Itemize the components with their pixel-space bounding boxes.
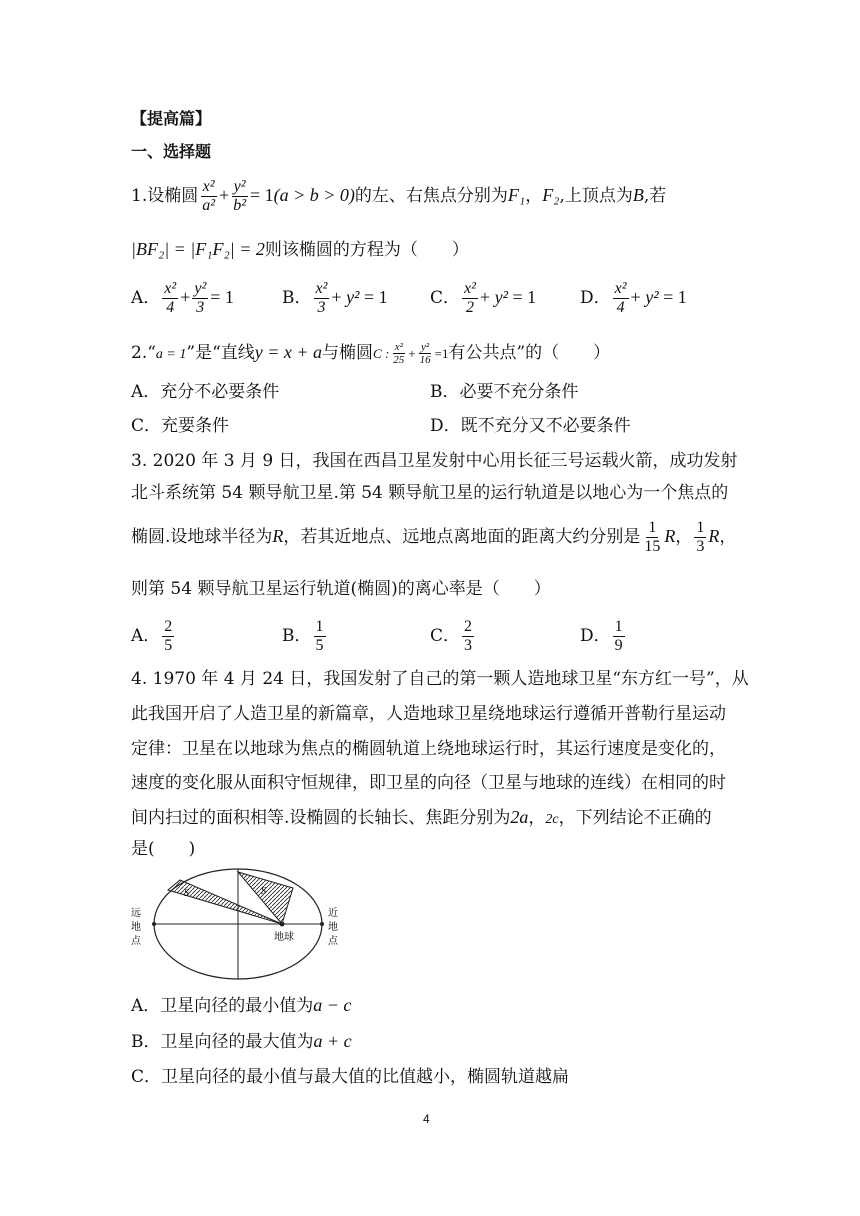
near-label-3: 点 — [328, 936, 338, 947]
q4-option-a: A．卫星向径的最小值为a − c — [131, 995, 352, 1016]
near-point — [320, 922, 324, 926]
q3-option-a: A． $\frac{2}{5}$ — [131, 618, 173, 654]
q2-option-d: D．既不充分又不必要条件 — [430, 416, 631, 436]
q3-option-d: D． $\frac{1}{9}$ — [580, 618, 623, 654]
question-2-line-1: 2.“a = 1”是“直线y = x + a与椭圆C : $\frac{\text{x²}}{25}$ + $\frac{\text{y²}}{16}$ =1有公共点”的（ ） — [131, 341, 611, 366]
question-3-line-4: 则第 54 颗导航卫星运行轨道(椭圆)的离心率是（ ） — [131, 579, 551, 599]
question-1-line-2: |BF₂| = |F₁F₂| = 2则该椭圆的方程为（ ） — [131, 239, 469, 260]
question-4-line-2: 此我国开启了人造卫星的新篇章，人造地球卫星绕地球运行遵循开普勒行星运动 — [131, 704, 726, 724]
q3-option-b: B． $\frac{1}{5}$ — [282, 618, 324, 654]
q4-option-c: C．卫星向径的最小值与最大值的比值越小，椭圆轨道越扁 — [131, 1067, 570, 1087]
question-4-line-5: 间内扫过的面积相等.设椭圆的长轴长、焦距分别为2a，2c，下列结论不正确的 — [131, 807, 712, 828]
section-title: 【提高篇】 — [131, 109, 212, 128]
q1-option-b: B． $\frac{\text{x²}}{3}$ + y² = 1 — [282, 280, 388, 316]
q2-option-b: B．必要不充分条件 — [430, 382, 579, 402]
q2-option-a: A．充分不必要条件 — [131, 382, 280, 402]
near-label-1: 近 — [328, 908, 338, 919]
question-3-line-2: 北斗系统第 54 颗导航卫星.第 54 颗导航卫星的运行轨道是以地心为一个焦点的 — [131, 483, 729, 503]
far-label-3: 点 — [131, 936, 141, 947]
q1-option-a: A． $\frac{\text{x²}}{4}$ + $\frac{\text{y²}}{3}$ = 1 — [131, 280, 234, 316]
q1-condition: (a > b > 0) — [273, 185, 355, 205]
q1-option-d: D． $\frac{\text{x²}}{4}$ + y² = 1 — [580, 280, 687, 316]
earth-point — [280, 922, 285, 927]
page-number: 4 — [423, 1112, 430, 1126]
q2-option-c: C．充要条件 — [131, 416, 230, 436]
q4-option-b: B．卫星向径的最大值为a + c — [131, 1031, 352, 1052]
question-4-line-3: 定律：卫星在以地球为焦点的椭圆轨道上绕地球运行时，其运行速度是变化的， — [131, 739, 726, 759]
question-3-line-3: 椭圆.设地球半径为R，若其近地点、远地点离地面的距离大约分别是 $\frac{1}{15}$ R， $\frac{1}{3}$ R， — [131, 519, 737, 555]
far-label-2: 地 — [131, 922, 141, 933]
far-label-1: 远 — [131, 908, 141, 919]
near-s-label: S — [261, 886, 266, 897]
far-s-label: S — [184, 888, 189, 899]
question-4-line-1: 4. 1970 年 4 月 24 日，我国发射了自己的第一颗人造地球卫星“东方红一号”，从 — [131, 669, 749, 689]
near-label-2: 地 — [328, 922, 338, 933]
q1-frac-y: $\frac{\text{y²}}{\text{b²}}$ — [233, 178, 246, 214]
question-3-line-1: 3. 2020 年 3 月 9 日，我国在西昌卫星发射中心用长征三号运载火箭，成功发射 — [131, 451, 738, 471]
question-1-line-1: 1.设椭圆 $\frac{\text{x²}}{\text{a²}}$ + $\frac{\text{y²}}{\text{b²}}$ = 1(a > b > 0)的左、右焦点分别为F₁，F₂,上顶点为B,若 — [131, 178, 667, 214]
subsection-title: 一、选择题 — [131, 142, 212, 161]
earth-label: 地球 — [274, 932, 294, 943]
q1-focal-condition: |BF₂| = |F₁F₂| = 2 — [131, 239, 265, 259]
q3-option-c: C． $\frac{2}{3}$ — [430, 618, 473, 654]
question-4-line-6: 是( ) — [131, 839, 196, 859]
q1-number: 1.设椭圆 — [131, 186, 199, 206]
orbit-diagram — [128, 862, 343, 984]
far-point — [152, 922, 156, 926]
orbit-figure — [128, 862, 343, 984]
q1-option-c: C． $\frac{\text{x²}}{2}$ + y² = 1 — [430, 280, 537, 316]
q1-frac-x: $\frac{\text{x²}}{\text{a²}}$ — [202, 178, 216, 214]
question-4-line-4: 速度的变化服从面积守恒规律，即卫星的向径（卫星与地球的连线）在相同的时 — [131, 773, 726, 793]
near-sector — [238, 872, 293, 924]
